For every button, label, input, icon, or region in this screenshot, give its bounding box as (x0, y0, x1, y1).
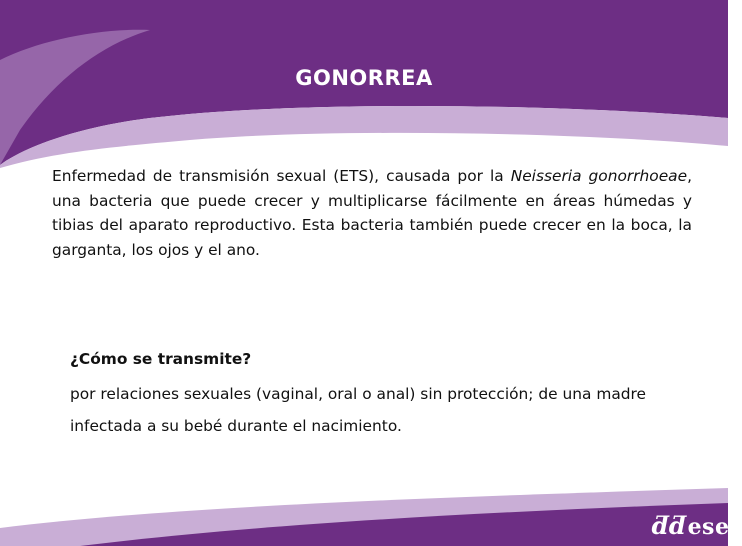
faq-block (70, 348, 690, 442)
intro-text-part1: Enfermedad de transmisión sexual (ETS), causada por la (52, 167, 511, 185)
intro-paragraph (52, 164, 692, 262)
faq-answer: por relaciones sexuales (vaginal, oral o anal) sin protección; de una madre infectada a su bebé durante el nacimiento. (70, 385, 646, 435)
deser-logo (652, 511, 742, 540)
faq-question: ¿Cómo se transmite? (70, 350, 252, 368)
logo-mark-icon: ƌƌ (652, 511, 687, 540)
logo-text: eser (687, 514, 742, 540)
intro-text-part2: , una bacteria que puede crecer y multiplicarse fácilmente en áreas húmedas y tibias del aparato reproductivo. Esta bacteria también puede crecer en la boca, la garganta, los ojos y el ano. (52, 167, 692, 259)
slide-title: GONORREA (295, 66, 433, 90)
intro-species-name: Neisseria gonorrhoeae (510, 167, 688, 185)
